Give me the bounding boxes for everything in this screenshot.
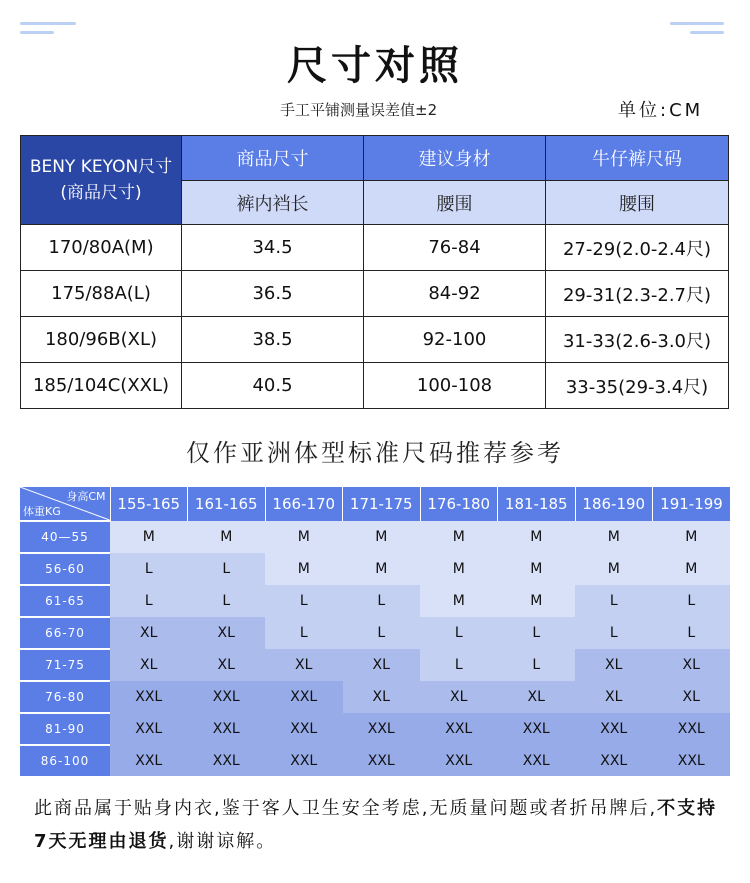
weight-header: 66-70 (20, 617, 110, 649)
size-recommendation: XXL (188, 713, 266, 745)
size-cell: 33-35(29-3.4尺) (546, 363, 729, 409)
size-cell: 40.5 (182, 363, 364, 409)
size-cell: 36.5 (182, 271, 364, 317)
height-header: 181-185 (498, 487, 576, 521)
size-recommendation: M (498, 521, 576, 553)
note-text: 此商品属于贴身内衣,鉴于客人卫生安全考虑,无质量问题或者折吊牌后, (34, 798, 658, 819)
size-recommendation: M (575, 521, 653, 553)
size-row (21, 225, 729, 271)
height-header: 186-190 (575, 487, 653, 521)
size-recommendation: L (498, 617, 576, 649)
size-recommendation: L (343, 617, 421, 649)
size-recommendation: L (343, 585, 421, 617)
size-table-corner (21, 136, 182, 225)
size-recommendation: L (575, 617, 653, 649)
size-recommendation: L (188, 585, 266, 617)
recommend-table (20, 487, 730, 776)
corner-line2: (商品尺寸) (60, 183, 142, 203)
size-recommendation: XXL (343, 745, 421, 776)
size-recommendation: M (265, 553, 343, 585)
weight-header: 86-100 (20, 745, 110, 776)
height-header: 176-180 (420, 487, 498, 521)
weight-header: 76-80 (20, 681, 110, 713)
size-recommendation: XL (110, 649, 188, 681)
size-cell: 34.5 (182, 225, 364, 271)
size-recommendation: M (265, 521, 343, 553)
size-recommendation: XL (575, 649, 653, 681)
size-recommendation: XL (498, 681, 576, 713)
size-recommendation: M (575, 553, 653, 585)
size-recommendation: M (110, 521, 188, 553)
size-recommendation: M (498, 585, 576, 617)
header-jeans-size: 牛仔裤尺码 (546, 136, 729, 181)
size-recommendation: XXL (420, 745, 498, 776)
size-cell: 175/88A(L) (21, 271, 182, 317)
size-recommendation: XXL (188, 681, 266, 713)
measurement-note: 手工平铺测量误差值±2 (280, 101, 438, 119)
size-recommendation: XXL (188, 745, 266, 776)
size-recommendation: XL (343, 649, 421, 681)
size-recommendation: L (575, 585, 653, 617)
weight-row (20, 649, 730, 681)
size-recommendation: XXL (653, 713, 731, 745)
size-recommendation: XXL (653, 745, 731, 776)
size-cell: 29-31(2.3-2.7尺) (546, 271, 729, 317)
size-recommendation: XXL (110, 681, 188, 713)
recommend-corner (20, 487, 110, 521)
size-recommendation: M (498, 553, 576, 585)
size-recommendation: M (343, 521, 421, 553)
height-header: 155-165 (110, 487, 188, 521)
size-cell: 100-108 (364, 363, 546, 409)
subheader-waist: 腰围 (364, 181, 546, 225)
size-recommendation: XXL (498, 713, 576, 745)
height-header: 166-170 (265, 487, 343, 521)
page-title: 尺寸对照 (287, 43, 463, 89)
subheader-waist: 腰围 (546, 181, 729, 225)
size-cell: 170/80A(M) (21, 225, 182, 271)
size-recommendation: XL (653, 649, 731, 681)
size-recommendation: XL (110, 617, 188, 649)
size-recommendation: XL (420, 681, 498, 713)
size-row (21, 271, 729, 317)
corner-height-label: 身高CM (66, 490, 106, 503)
note-bold: 不支持7天无理由退货 (34, 798, 718, 852)
weight-row (20, 713, 730, 745)
size-cell: 31-33(2.6-3.0尺) (546, 317, 729, 363)
weight-header: 56-60 (20, 553, 110, 585)
weight-header: 40—55 (20, 521, 110, 553)
size-recommendation: L (420, 617, 498, 649)
subheader-inseam: 裤内裆长 (182, 181, 364, 225)
size-recommendation: L (188, 553, 266, 585)
corner-line1: BENY KEYON尺寸 (29, 157, 173, 177)
size-recommendation: XXL (110, 745, 188, 776)
header-product-size: 商品尺寸 (182, 136, 364, 181)
weight-row (20, 585, 730, 617)
size-recommendation: XL (343, 681, 421, 713)
size-row (21, 363, 729, 409)
size-recommendation: XXL (343, 713, 421, 745)
size-recommendation: XXL (420, 713, 498, 745)
size-cell: 92-100 (364, 317, 546, 363)
size-recommendation: M (420, 585, 498, 617)
weight-row (20, 553, 730, 585)
weight-row (20, 681, 730, 713)
size-recommendation: XXL (110, 713, 188, 745)
size-recommendation: L (653, 585, 731, 617)
size-recommendation: M (653, 521, 731, 553)
size-cell: 27-29(2.0-2.4尺) (546, 225, 729, 271)
size-recommendation: M (188, 521, 266, 553)
height-header: 191-199 (653, 487, 731, 521)
weight-header: 81-90 (20, 713, 110, 745)
size-recommendation: XXL (265, 713, 343, 745)
size-recommendation: XXL (575, 745, 653, 776)
weight-row (20, 521, 730, 553)
size-row (21, 317, 729, 363)
size-recommendation: XL (188, 617, 266, 649)
size-recommendation: XL (188, 649, 266, 681)
size-recommendation: L (265, 617, 343, 649)
size-recommendation: M (420, 553, 498, 585)
size-cell: 76-84 (364, 225, 546, 271)
size-cell: 185/104C(XXL) (21, 363, 182, 409)
corner-weight-label: 体重KG (23, 505, 61, 518)
size-recommendation: XXL (265, 681, 343, 713)
size-recommendation: L (265, 585, 343, 617)
size-recommendation: M (420, 521, 498, 553)
size-cell: 84-92 (364, 271, 546, 317)
size-recommendation: L (110, 585, 188, 617)
decor-line (20, 22, 76, 25)
size-recommendation: XXL (498, 745, 576, 776)
weight-row (20, 745, 730, 776)
size-cell: 180/96B(XL) (21, 317, 182, 363)
size-recommendation: XL (265, 649, 343, 681)
size-recommendation: L (420, 649, 498, 681)
note-text-end: ,谢谢谅解。 (168, 831, 277, 852)
size-recommendation: L (110, 553, 188, 585)
size-recommendation: M (343, 553, 421, 585)
height-header: 171-175 (343, 487, 421, 521)
header-suggested-body: 建议身材 (364, 136, 546, 181)
size-recommendation: L (498, 649, 576, 681)
size-recommendation: XL (653, 681, 731, 713)
recommend-heading: 仅作亚洲体型标准尺码推荐参考 (186, 439, 564, 467)
size-recommendation: M (653, 553, 731, 585)
weight-header: 61-65 (20, 585, 110, 617)
height-header: 161-165 (188, 487, 266, 521)
weight-header: 71-75 (20, 649, 110, 681)
return-policy-note (34, 792, 724, 858)
size-recommendation: XXL (575, 713, 653, 745)
decor-line (670, 22, 724, 25)
size-recommendation: XL (575, 681, 653, 713)
unit-label: 单位:CM (618, 100, 704, 121)
size-table (20, 135, 729, 409)
weight-row (20, 617, 730, 649)
size-recommendation: XXL (265, 745, 343, 776)
size-cell: 38.5 (182, 317, 364, 363)
size-recommendation: L (653, 617, 731, 649)
